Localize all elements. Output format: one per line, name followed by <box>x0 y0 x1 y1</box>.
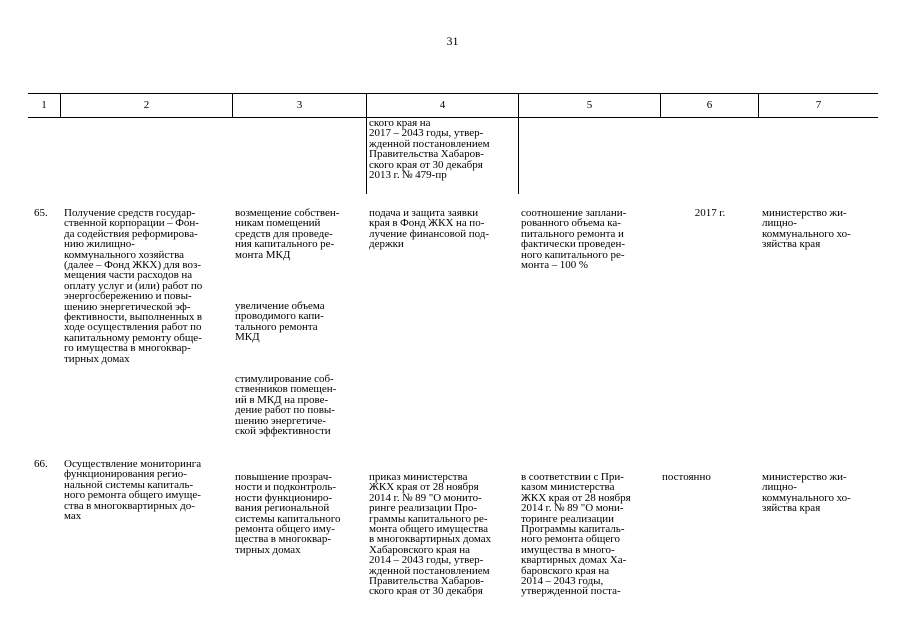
row-measure-name: Получение средств государ- ственной корпорации – Фон- да содействия реформирова- нию жилищно- коммунального хозяйства (далее – Фонд ЖКХ) для воз- мещения части расходов на оплату услуг и (или) работ по энергосбережению и повы- шению энергетической эф- фективности, выполненных в ходе осуществления работ по капитальному ремонту обще- го имущества в многоквар- тирных домах <box>64 207 203 365</box>
row-expected-result: увеличение объема проводимого капи- тального ремонта МКД <box>235 300 325 344</box>
header-col-2: 2 <box>60 94 232 117</box>
header-col-5: 5 <box>518 94 660 117</box>
page-number: 31 <box>446 34 459 48</box>
header-col-1: 1 <box>41 99 47 111</box>
header-col-6: 6 <box>660 94 758 117</box>
row-measure-name: Осуществление мониторинга функционирования регио- нальной системы капиталь- ного ремонта общего имуще- ства в многоквартирных до- мах <box>64 458 202 523</box>
row-expected-result: возмещение собствен- никам помещений средств для проведе- ния капитального ре- монта МКД <box>235 207 340 261</box>
row-number: 65. <box>34 207 48 219</box>
header-col-3: 3 <box>232 94 366 117</box>
row-number: 66. <box>34 458 48 470</box>
row-action: приказ министерства ЖКХ края от 28 ноября 2014 г. № 89 "О монито- ринге реализации Про- граммы капитального ре- монта общего имущества в многоквартирных домах Хабаровского края на 2014 – 2043 годы, утвер- жденной постановлением Правительства Хабаров- ского края от 30 декабря <box>369 471 492 598</box>
row-expected-result: повышение прозрач- ности и подконтроль- ности функциониро- вания региональной системы капитального ремонта общего иму- щества в многоквар- тирных домах <box>235 471 341 556</box>
column-divider <box>518 117 519 194</box>
row-responsible: министерство жи- лищно- коммунального хо- зяйства края <box>762 471 851 515</box>
row-deadline: 2017 г. <box>694 207 726 219</box>
column-divider <box>366 117 367 194</box>
row-deadline: постоянно <box>662 471 711 483</box>
row-action: подача и защита заявки края в Фонд ЖКХ на по- лучение финансовой под- держки <box>369 207 490 251</box>
row-expected-result: стимулирование соб- ственников помещен- ий в МКД на прове- дение работ по повы- шению энергетиче- ской эффективности <box>235 373 337 438</box>
row-indicator: соотношение заплани- рованного объема ка- питального ремонта и фактически проведен- ного капитального ре- монта – 100 % <box>521 207 627 272</box>
row-responsible: министерство жи- лищно- коммунального хо- зяйства края <box>762 207 851 251</box>
row-indicator: в соответствии с При- казом министерства ЖКХ края от 28 ноября 2014 г. № 89 "О мони- торинге реализации Программы капиталь- ного ремонта общего имущества в много- квартирных домах Ха- баровского края на 2014 – 2043 годы, утвержденной поста- <box>521 471 631 598</box>
table-header-row <box>28 93 878 118</box>
header-col-7: 7 <box>758 94 878 117</box>
continuation-text-col4: ского края на 2017 – 2043 годы, утвер- жденной постановлением Правительства Хабаров- ского края от 30 декабря 2013 г. № 479-пр <box>369 117 490 182</box>
header-col-4: 4 <box>366 94 518 117</box>
